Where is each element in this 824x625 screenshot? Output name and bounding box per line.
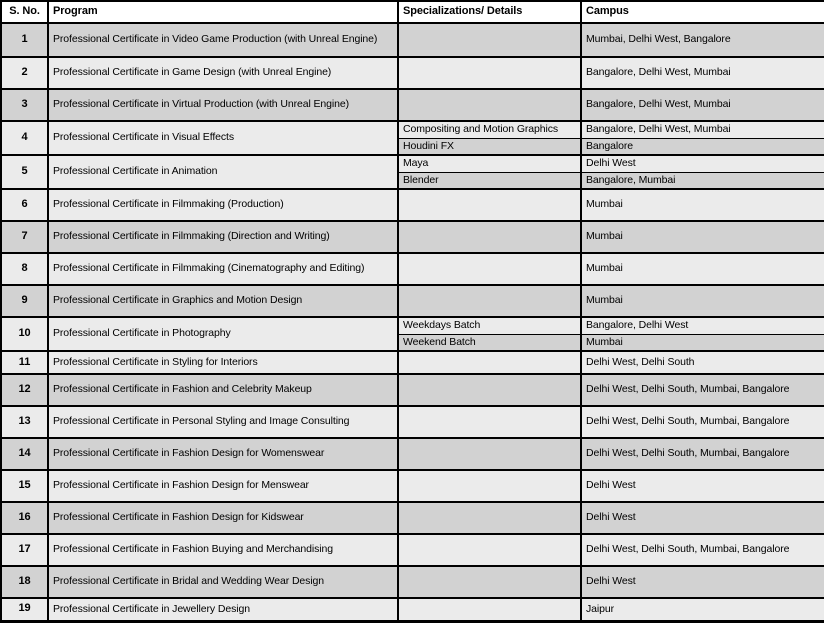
cell-specialization (398, 23, 581, 57)
table-row (1, 502, 824, 534)
cell-program: Professional Certificate in Virtual Production (with Unreal Engine) (48, 89, 398, 121)
cell-campus: Bangalore, Delhi West, Mumbai (581, 89, 824, 121)
cell-sno: 15 (1, 470, 48, 502)
cell-campus: Bangalore, Delhi West, Mumbai (581, 57, 824, 89)
cell-sno: 18 (1, 566, 48, 598)
cell-sno: 5 (1, 155, 48, 189)
cell-campus: Delhi West (581, 502, 824, 534)
cell-specialization: Weekdays Batch (398, 317, 581, 334)
header-specializations: Specializations/ Details (398, 1, 581, 23)
cell-sno: 8 (1, 253, 48, 285)
cell-campus: Bangalore, Mumbai (581, 172, 824, 189)
cell-specialization (398, 470, 581, 502)
cell-specialization (398, 406, 581, 438)
cell-sno: 1 (1, 23, 48, 57)
cell-campus: Bangalore, Delhi West, Mumbai (581, 121, 824, 138)
cell-sno: 13 (1, 406, 48, 438)
cell-specialization: Maya (398, 155, 581, 172)
cell-sno: 16 (1, 502, 48, 534)
cell-specialization (398, 351, 581, 374)
cell-campus: Delhi West (581, 470, 824, 502)
header-sno: S. No. (1, 1, 48, 23)
cell-specialization: Houdini FX (398, 138, 581, 155)
cell-program: Professional Certificate in Personal Styling and Image Consulting (48, 406, 398, 438)
cell-sno: 7 (1, 221, 48, 253)
cell-sno: 2 (1, 57, 48, 89)
table-row (1, 57, 824, 89)
cell-specialization (398, 189, 581, 221)
cell-specialization (398, 221, 581, 253)
cell-program: Professional Certificate in Styling for Interiors (48, 351, 398, 374)
table-row (1, 221, 824, 253)
cell-program: Professional Certificate in Graphics and Motion Design (48, 285, 398, 317)
cell-campus: Delhi West, Delhi South, Mumbai, Bangalore (581, 534, 824, 566)
cell-campus: Mumbai (581, 221, 824, 253)
cell-program: Professional Certificate in Filmmaking (Production) (48, 189, 398, 221)
cell-sno: 6 (1, 189, 48, 221)
cell-sno: 11 (1, 351, 48, 374)
cell-sno: 3 (1, 89, 48, 121)
cell-campus: Mumbai (581, 285, 824, 317)
table-row (1, 285, 824, 317)
table-row (1, 23, 824, 57)
cell-sno: 4 (1, 121, 48, 155)
table-row (1, 470, 824, 502)
cell-program: Professional Certificate in Filmmaking (Cinematography and Editing) (48, 253, 398, 285)
table-row (1, 121, 824, 138)
cell-program: Professional Certificate in Fashion and Celebrity Makeup (48, 374, 398, 406)
cell-campus: Delhi West, Delhi South, Mumbai, Bangalore (581, 374, 824, 406)
table-row (1, 155, 824, 172)
cell-program: Professional Certificate in Bridal and Wedding Wear Design (48, 566, 398, 598)
cell-specialization (398, 285, 581, 317)
cell-program: Professional Certificate in Fashion Design for Menswear (48, 470, 398, 502)
cell-specialization (398, 57, 581, 89)
cell-program: Professional Certificate in Game Design (with Unreal Engine) (48, 57, 398, 89)
cell-program: Professional Certificate in Photography (48, 317, 398, 351)
cell-campus: Bangalore, Delhi West (581, 317, 824, 334)
cell-specialization (398, 374, 581, 406)
cell-specialization (398, 566, 581, 598)
cell-program: Professional Certificate in Fashion Buying and Merchandising (48, 534, 398, 566)
cell-program: Professional Certificate in Animation (48, 155, 398, 189)
cell-sno: 12 (1, 374, 48, 406)
table-row (1, 89, 824, 121)
cell-campus: Delhi West (581, 155, 824, 172)
cell-sno: 17 (1, 534, 48, 566)
cell-campus: Delhi West, Delhi South, Mumbai, Bangalore (581, 406, 824, 438)
cell-specialization: Compositing and Motion Graphics (398, 121, 581, 138)
cell-sno: 10 (1, 317, 48, 351)
cell-sno: 9 (1, 285, 48, 317)
table-header (1, 1, 824, 23)
cell-specialization: Blender (398, 172, 581, 189)
cell-program: Professional Certificate in Jewellery Design (48, 598, 398, 621)
table-row (1, 374, 824, 406)
header-row (1, 1, 824, 23)
cell-specialization: Weekend Batch (398, 334, 581, 351)
cell-program: Professional Certificate in Visual Effects (48, 121, 398, 155)
table-row (1, 438, 824, 470)
cell-campus: Mumbai, Delhi West, Bangalore (581, 23, 824, 57)
cell-campus: Delhi West (581, 566, 824, 598)
cell-program: Professional Certificate in Fashion Design for Womenswear (48, 438, 398, 470)
header-program: Program (48, 1, 398, 23)
cell-specialization (398, 89, 581, 121)
cell-sno: 14 (1, 438, 48, 470)
cell-specialization (398, 534, 581, 566)
table-body (1, 23, 824, 621)
table-row (1, 534, 824, 566)
cell-campus: Jaipur (581, 598, 824, 621)
cell-campus: Mumbai (581, 189, 824, 221)
table-row (1, 253, 824, 285)
cell-campus: Delhi West, Delhi South (581, 351, 824, 374)
cell-specialization (398, 253, 581, 285)
table-row (1, 351, 824, 374)
cell-campus: Delhi West, Delhi South, Mumbai, Bangalore (581, 438, 824, 470)
cell-campus: Mumbai (581, 334, 824, 351)
cell-program: Professional Certificate in Fashion Design for Kidswear (48, 502, 398, 534)
cell-specialization (398, 502, 581, 534)
header-campus: Campus (581, 1, 824, 23)
cell-program: Professional Certificate in Video Game Production (with Unreal Engine) (48, 23, 398, 57)
cell-campus: Mumbai (581, 253, 824, 285)
cell-specialization (398, 598, 581, 621)
cell-specialization (398, 438, 581, 470)
cell-program: Professional Certificate in Filmmaking (Direction and Writing) (48, 221, 398, 253)
table-row (1, 598, 824, 621)
table-row (1, 189, 824, 221)
table-row (1, 566, 824, 598)
table-row (1, 317, 824, 334)
cell-campus: Bangalore (581, 138, 824, 155)
table-row (1, 406, 824, 438)
cell-sno: 19 (1, 598, 48, 621)
